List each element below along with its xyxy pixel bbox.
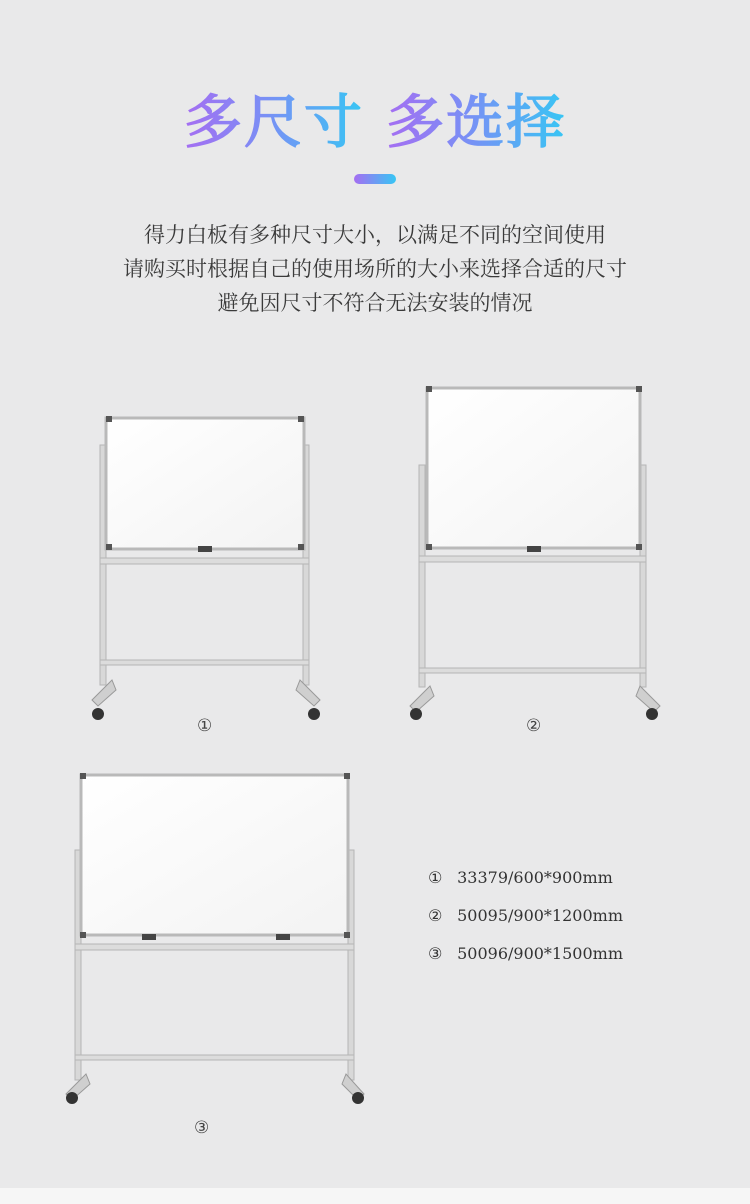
spec-text: 50095/900*1200mm: [457, 906, 623, 925]
whiteboard-3: [66, 773, 364, 1104]
spec-text: 50096/900*1500mm: [457, 944, 623, 963]
board-label-1: ①: [197, 716, 213, 736]
bottom-strip: [0, 1188, 750, 1204]
spec-mark: ③: [428, 944, 443, 963]
whiteboard-2: [410, 386, 660, 720]
board-label-3: ③: [194, 1118, 210, 1138]
title-part2: 多选择: [386, 88, 567, 156]
description-line-1: 得力白板有多种尺寸大小，以满足不同的空间使用: [144, 223, 606, 247]
title-part1: 多尺寸: [183, 88, 364, 156]
spec-text: 33379/600*900mm: [457, 868, 613, 887]
whiteboard-1: [92, 416, 320, 720]
spec-mark: ②: [428, 906, 443, 925]
description-line-3: 避免因尺寸不符合无法安装的情况: [217, 291, 533, 315]
spec-item: [428, 864, 623, 902]
spec-item: [428, 902, 623, 940]
spec-item: [428, 940, 623, 978]
board-label-2: ②: [526, 716, 542, 736]
spec-mark: ①: [428, 868, 443, 887]
size-specs: [428, 864, 623, 978]
description-line-2: 请购买时根据自己的使用场所的大小来选择合适的尺寸: [123, 257, 627, 281]
